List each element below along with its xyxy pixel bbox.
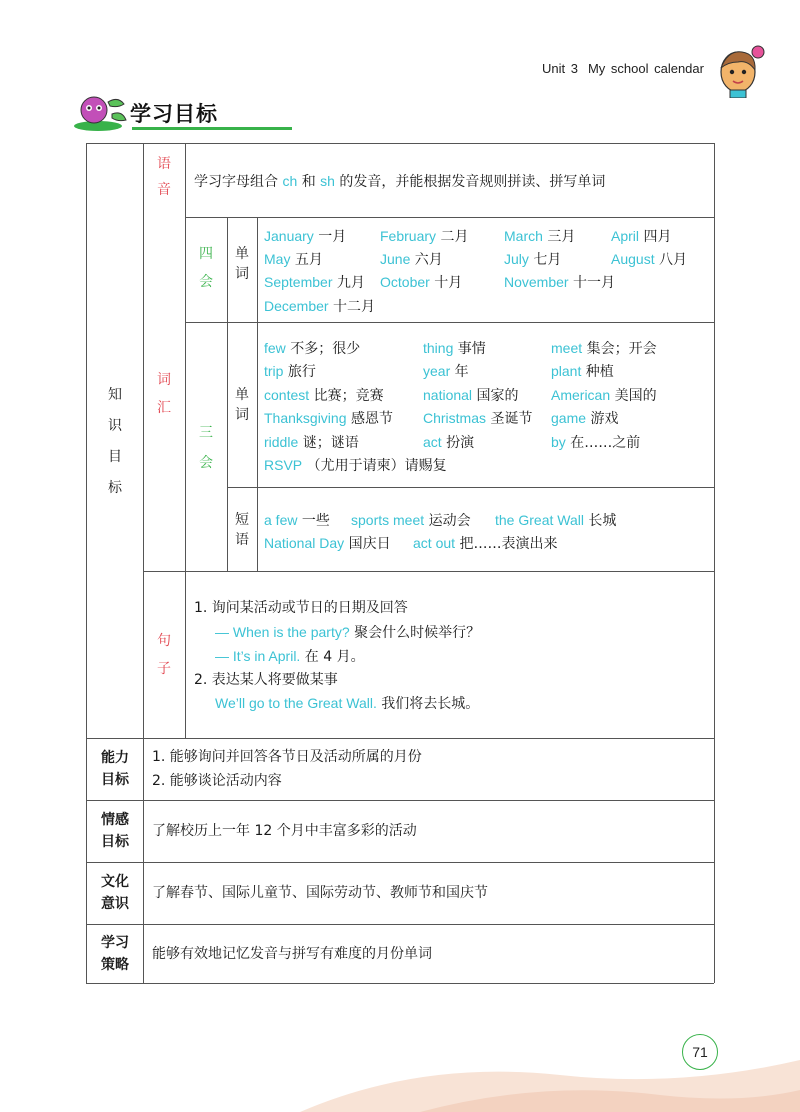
page-number: 71 bbox=[682, 1034, 718, 1070]
vocab-word: by 在……之前 bbox=[551, 434, 641, 451]
table-line bbox=[185, 322, 714, 323]
learning-strategy-line: 能够有效地记忆发音与拼写有难度的月份单词 bbox=[152, 946, 432, 962]
table-line bbox=[86, 143, 714, 144]
vocab-word: June 六月 bbox=[380, 251, 443, 268]
sentence-example: We’ll go to the Great Wall. 我们将去长城。 bbox=[215, 695, 480, 712]
vocab-word: meet 集会；开会 bbox=[551, 340, 657, 357]
vocab-word: May 五月 bbox=[264, 251, 323, 268]
unit-title: My school calendar bbox=[587, 61, 704, 76]
sentence-item-2: 2. 表达某人将要做某事 bbox=[194, 672, 338, 688]
girl-mascot-icon bbox=[708, 40, 768, 98]
table-line bbox=[185, 217, 714, 218]
ability-goal-label: 能力 目标 bbox=[101, 750, 129, 788]
vocab-word: RSVP （尤用于请柬）请赐复 bbox=[264, 457, 447, 474]
vocab-word: riddle 谜；谜语 bbox=[264, 434, 359, 451]
ability-goal-line-2: 2. 能够谈论活动内容 bbox=[152, 773, 282, 789]
ability-goal-line-1: 1. 能够询问并回答各节日及活动所属的月份 bbox=[152, 749, 422, 765]
table-line bbox=[714, 143, 715, 983]
vocab-word: act 扮演 bbox=[423, 434, 475, 451]
sentence-label: 句 子 bbox=[157, 633, 171, 677]
vocab-word: game 游戏 bbox=[551, 410, 619, 427]
table-line bbox=[185, 143, 186, 738]
four-skill-label: 四 会 bbox=[199, 246, 213, 290]
vocab-word: July 七月 bbox=[504, 251, 562, 268]
vocab-word: October 十月 bbox=[380, 274, 463, 291]
table-line bbox=[86, 800, 714, 801]
culture-awareness-line: 了解春节、国际儿童节、国际劳动节、教师节和国庆节 bbox=[152, 885, 488, 901]
vocab-word: December 十二月 bbox=[264, 298, 376, 315]
three-skill-label: 三 会 bbox=[199, 425, 213, 471]
vocabulary-label: 词 汇 bbox=[157, 372, 171, 416]
phonics-text: 学习字母组合 ch 和 sh 的发音，并能根据发音规则拼读、拼写单词 bbox=[194, 173, 606, 190]
vocab-word: November 十一月 bbox=[504, 274, 616, 291]
table-line bbox=[227, 217, 228, 571]
vocab-word: national 国家的 bbox=[423, 387, 519, 404]
section-title: 学习目标 bbox=[130, 102, 218, 126]
vocab-word: Thanksgiving 感恩节 bbox=[264, 410, 393, 427]
phonics-label: 语 音 bbox=[157, 156, 171, 198]
vocab-phrase: the Great Wall 长城 bbox=[495, 512, 617, 529]
vocab-word: thing 事情 bbox=[423, 340, 486, 357]
knowledge-goal-label: 知 识 目 标 bbox=[108, 387, 122, 496]
table-line bbox=[86, 862, 714, 863]
culture-awareness-label: 文化 意识 bbox=[101, 874, 129, 912]
vocab-word: Christmas 圣诞节 bbox=[423, 410, 533, 427]
vocab-word: January 一月 bbox=[264, 228, 347, 245]
table-line bbox=[86, 143, 87, 983]
unit-number: Unit 3 bbox=[542, 61, 578, 76]
vocab-word: American 美国的 bbox=[551, 387, 657, 404]
vocab-word: few 不多；很少 bbox=[264, 340, 361, 357]
vocab-word: September 九月 bbox=[264, 274, 365, 291]
table-line bbox=[86, 738, 714, 739]
emotion-goal-line: 了解校历上一年 12 个月中丰富多彩的活动 bbox=[152, 823, 417, 839]
vocab-word: April 四月 bbox=[611, 228, 672, 245]
vocab-phrase: sports meet 运动会 bbox=[351, 512, 471, 529]
section-title-block bbox=[72, 92, 232, 132]
table-line bbox=[257, 217, 258, 571]
table-line bbox=[86, 924, 714, 925]
vocab-phrase: a few 一些 bbox=[264, 512, 330, 529]
vocab-word: February 二月 bbox=[380, 228, 469, 245]
vocab-word: year 年 bbox=[423, 363, 469, 380]
vocab-phrase: National Day 国庆日 bbox=[264, 535, 391, 552]
phrase-label: 短 语 bbox=[235, 512, 249, 548]
table-line bbox=[227, 487, 714, 488]
unit-header bbox=[542, 61, 704, 76]
vocab-word: trip 旅行 bbox=[264, 363, 316, 380]
ch-digraph: ch bbox=[282, 173, 298, 189]
sentence-question: — When is the party? 聚会什么时候举行？ bbox=[215, 624, 481, 641]
decorative-wave bbox=[0, 1020, 800, 1112]
four-skill-word-label: 单 词 bbox=[235, 246, 249, 282]
sentence-item-1: 1. 询问某活动或节日的日期及回答 bbox=[194, 600, 408, 616]
table-line bbox=[86, 983, 714, 984]
vocab-phrase: act out 把……表演出来 bbox=[413, 535, 558, 552]
sentence-answer: — It’s in April. 在 4 月。 bbox=[215, 648, 365, 665]
grape-mascot-icon bbox=[72, 92, 130, 132]
vocab-word: plant 种植 bbox=[551, 363, 614, 380]
vocab-word: August 八月 bbox=[611, 251, 688, 268]
learning-strategy-label: 学习 策略 bbox=[101, 935, 129, 973]
table-line bbox=[143, 571, 714, 572]
sh-digraph: sh bbox=[320, 173, 335, 189]
vocab-word: contest 比赛；竞赛 bbox=[264, 387, 384, 404]
three-skill-word-label: 单 词 bbox=[235, 387, 249, 423]
table-line bbox=[143, 143, 144, 983]
emotion-goal-label: 情感 目标 bbox=[101, 812, 129, 850]
title-underline bbox=[132, 127, 292, 130]
vocab-word: March 三月 bbox=[504, 228, 576, 245]
